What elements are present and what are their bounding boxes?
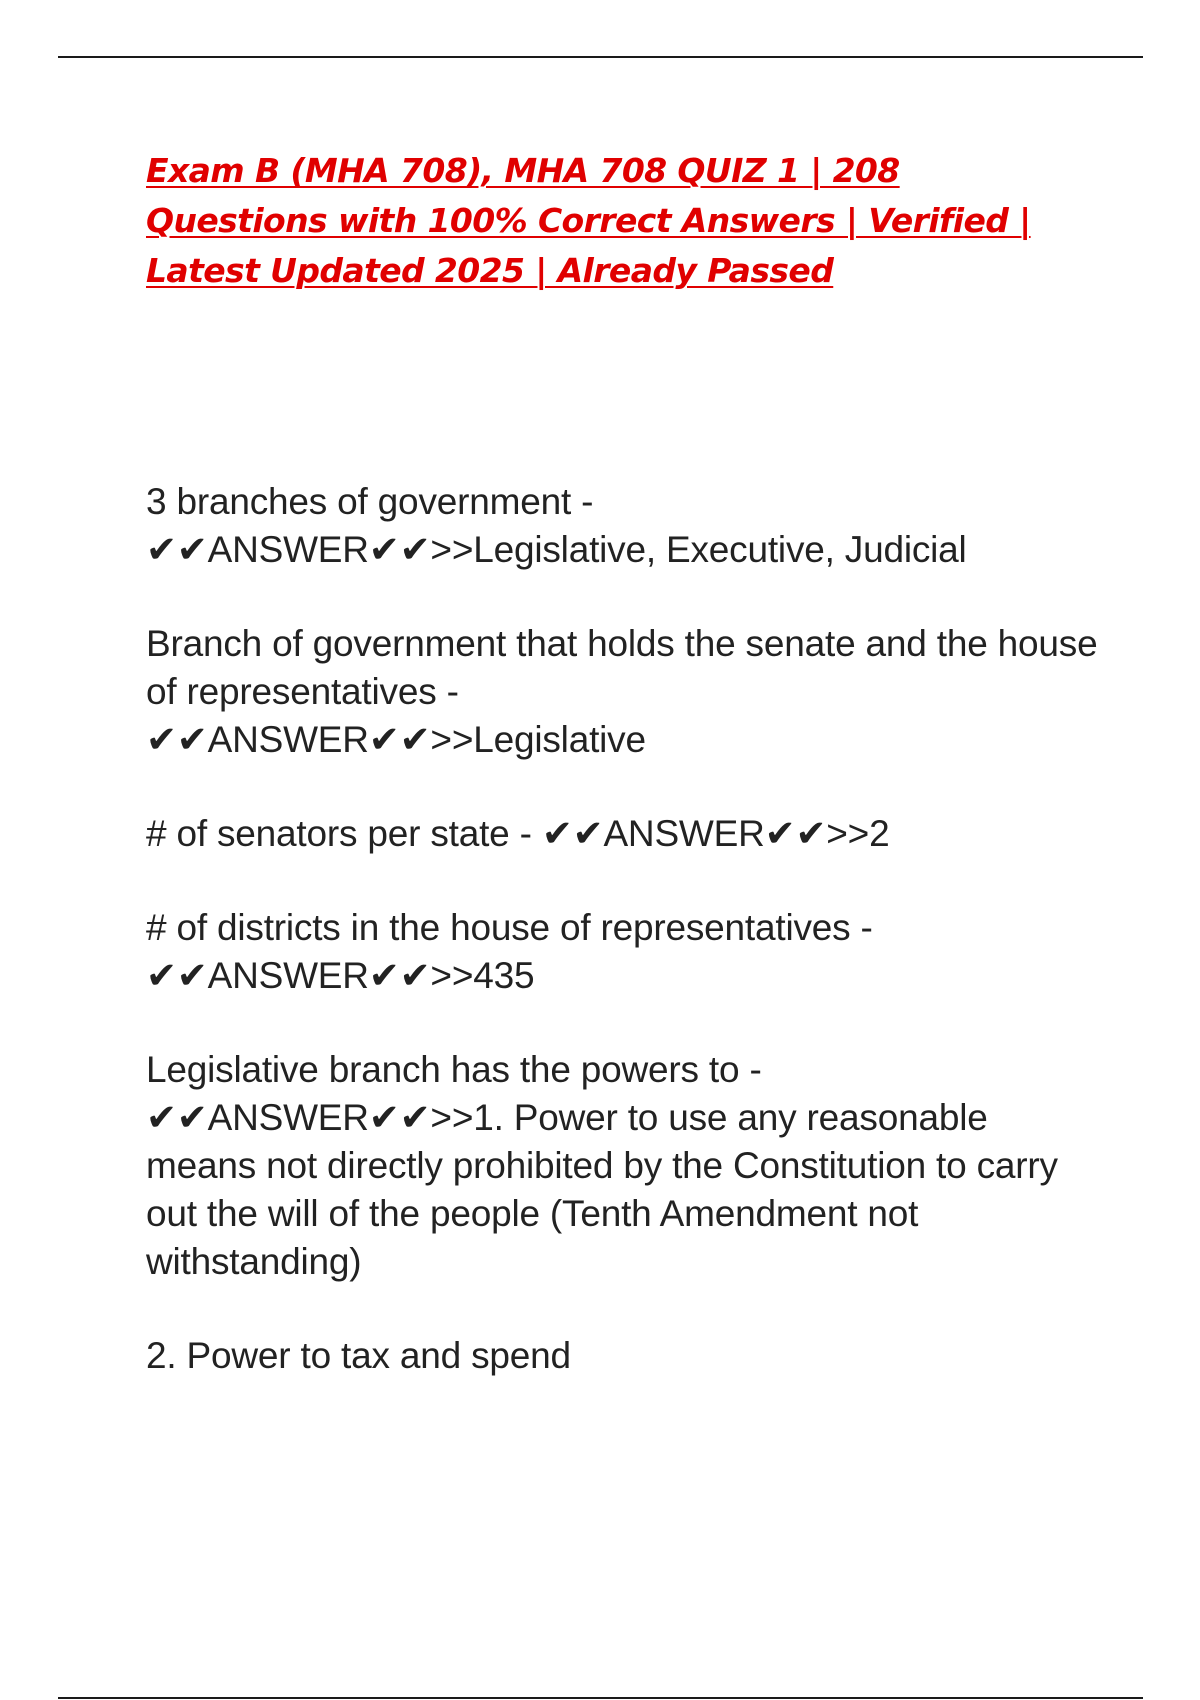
answer-text: ✔✔ANSWER✔✔>>435 — [146, 955, 535, 996]
answer-continuation: 2. Power to tax and spend — [146, 1335, 571, 1376]
qa-item-senate-house — [146, 620, 1106, 764]
answer-text: ✔✔ANSWER✔✔>>2 — [541, 813, 890, 854]
qa-item-branches — [146, 478, 1106, 574]
answer-text: ✔✔ANSWER✔✔>>Legislative, Executive, Judicial — [146, 529, 967, 570]
question-text: 3 branches of government - — [146, 481, 594, 522]
question-text: # of districts in the house of representatives - — [146, 907, 873, 948]
qa-item-legislative-powers — [146, 1046, 1106, 1380]
qa-item-districts — [146, 904, 1106, 1000]
top-divider — [58, 56, 1143, 58]
answer-text: ✔✔ANSWER✔✔>>1. Power to use any reasonable means not directly prohibited by the Constitution to carry out the will of the people (Tenth Amendment not withstanding) — [146, 1097, 1058, 1282]
question-text: Legislative branch has the powers to - — [146, 1049, 762, 1090]
answer-text: ✔✔ANSWER✔✔>>Legislative — [146, 719, 646, 760]
document-title: Exam B (MHA 708), MHA 708 QUIZ 1 | 208 Questions with 100% Correct Answers | Verified | Latest Updated 2025 | Already Passed — [146, 151, 1031, 290]
question-text: Branch of government that holds the senate and the house of representatives - — [146, 623, 1098, 712]
question-answer-list — [146, 478, 1106, 1426]
question-text: # of senators per state - — [146, 813, 542, 854]
qa-item-senators — [146, 810, 1106, 858]
bottom-divider — [58, 1697, 1143, 1699]
